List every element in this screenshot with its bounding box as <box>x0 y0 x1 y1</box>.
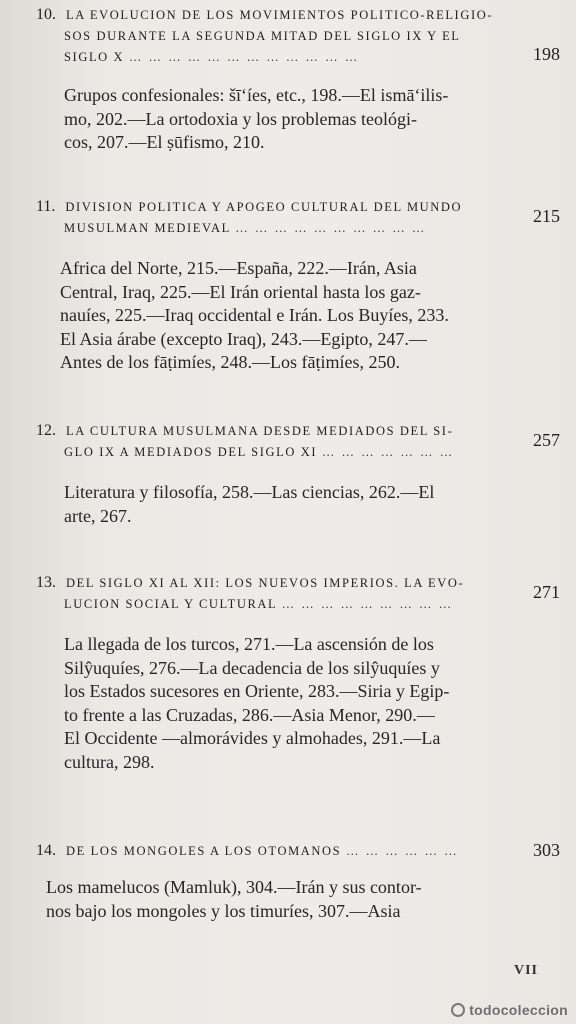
summary-line: Los mamelucos (Mamluk), 304.—Irán y sus contor- <box>46 877 422 897</box>
summary-line: Antes de los fāṭimíes, 248.—Los fāṭimíes, 250. <box>60 352 400 372</box>
watermark <box>451 1002 568 1018</box>
leader-dots: … … … … … … … <box>321 445 455 459</box>
summary-line: El Occidente —almorávides y almohades, 291.—La <box>64 728 441 748</box>
summary-line: to frente a las Cruzadas, 286.—Asia Menor, 290.— <box>64 704 435 725</box>
chapter-summary <box>36 876 516 923</box>
toc-entry-11 <box>36 196 560 375</box>
leader-dots: … … … … … … … … … … <box>235 221 427 235</box>
summary-line: Literatura y filosofía, 258.—Las ciencias, 262.—El <box>64 482 435 502</box>
chapter-summary <box>36 257 516 375</box>
chapter-number: 10. <box>36 6 56 23</box>
page-number: 198 <box>533 44 560 64</box>
heading-line: GLO IX A MEDIADOS DEL SIGLO XI <box>64 445 318 459</box>
summary-line: El Asia árabe (excepto Iraq), 243.—Egipto, 247.— <box>60 328 427 349</box>
heading-line: LA CULTURA MUSULMANA DESDE MEDIADOS DEL SI- <box>66 424 454 438</box>
heading-line: SOS DURANTE LA SEGUNDA MITAD DEL SIGLO IX Y EL <box>64 29 461 43</box>
chapter-heading <box>36 420 560 463</box>
chapter-number: 12. <box>36 422 56 439</box>
summary-line: cultura, 298. <box>64 751 155 772</box>
summary-line: nauíes, 225.—Iraq occidental e Irán. Los Buyíes, 233. <box>60 305 449 325</box>
chapter-summary <box>36 84 516 155</box>
chapter-heading <box>36 840 560 862</box>
summary-line: Silŷuquíes, 276.—La decadencia de los silŷuquíes y <box>64 657 440 678</box>
chapter-summary <box>36 633 516 774</box>
chapter-summary <box>36 481 516 528</box>
heading-line: LUCION SOCIAL Y CULTURAL <box>64 597 277 611</box>
leader-dots: … … … … … … … … … … … … <box>128 50 360 64</box>
summary-line: nos bajo los mongoles y los timuríes, 307.—Asia <box>46 900 401 921</box>
summary-line: los Estados sucesores en Oriente, 283.—Siria y Egip- <box>64 681 450 701</box>
summary-line: mo, 202.—La ortodoxia y los problemas teológi- <box>64 108 417 129</box>
leader-dots: … … … … … … <box>345 844 459 858</box>
summary-line: cos, 207.—El ṣūfismo, 210. <box>64 132 265 152</box>
chapter-number: 14. <box>36 842 56 859</box>
heading-line: DEL SIGLO XI AL XII: LOS NUEVOS IMPERIOS. LA EVO- <box>66 576 465 590</box>
page-folio: VII <box>513 963 538 978</box>
page-number: 257 <box>533 430 560 450</box>
chapter-heading <box>36 4 560 68</box>
toc-entry-10 <box>36 4 560 155</box>
chapter-number: 11. <box>36 198 56 215</box>
watermark-text: todocoleccion <box>469 1002 568 1018</box>
chapter-heading <box>36 196 560 239</box>
summary-line: La llegada de los turcos, 271.—La ascensión de los <box>64 634 434 654</box>
heading-line: SIGLO X <box>64 50 125 64</box>
summary-line: Africa del Norte, 215.—España, 222.—Irán, Asia <box>60 258 417 278</box>
heading-line: LA EVOLUCION DE LOS MOVIMIENTOS POLITICO-RELIGIO- <box>66 8 494 22</box>
page-number: 303 <box>533 840 560 860</box>
summary-line: arte, 267. <box>64 505 132 526</box>
summary-line: Central, Iraq, 225.—El Irán oriental hasta los gaz- <box>60 281 421 302</box>
watermark-logo-icon <box>451 1003 465 1017</box>
toc-entry-13 <box>36 572 560 774</box>
page-number: 215 <box>533 206 560 226</box>
heading-line: MUSULMAN MEDIEVAL <box>64 221 231 235</box>
chapter-number: 13. <box>36 574 56 591</box>
leader-dots: … … … … … … … … … <box>281 597 454 611</box>
toc-entry-14 <box>36 840 560 923</box>
chapter-heading <box>36 572 560 615</box>
summary-line: Grupos confesionales: šī‘íes, etc., 198.—El ismā‘ilis- <box>64 85 449 105</box>
toc-entry-12 <box>36 420 560 528</box>
page-number: 271 <box>533 582 560 602</box>
heading-line: DE LOS MONGOLES A LOS OTOMANOS <box>66 844 342 858</box>
heading-line: DIVISION POLITICA Y APOGEO CULTURAL DEL MUNDO <box>65 200 463 214</box>
